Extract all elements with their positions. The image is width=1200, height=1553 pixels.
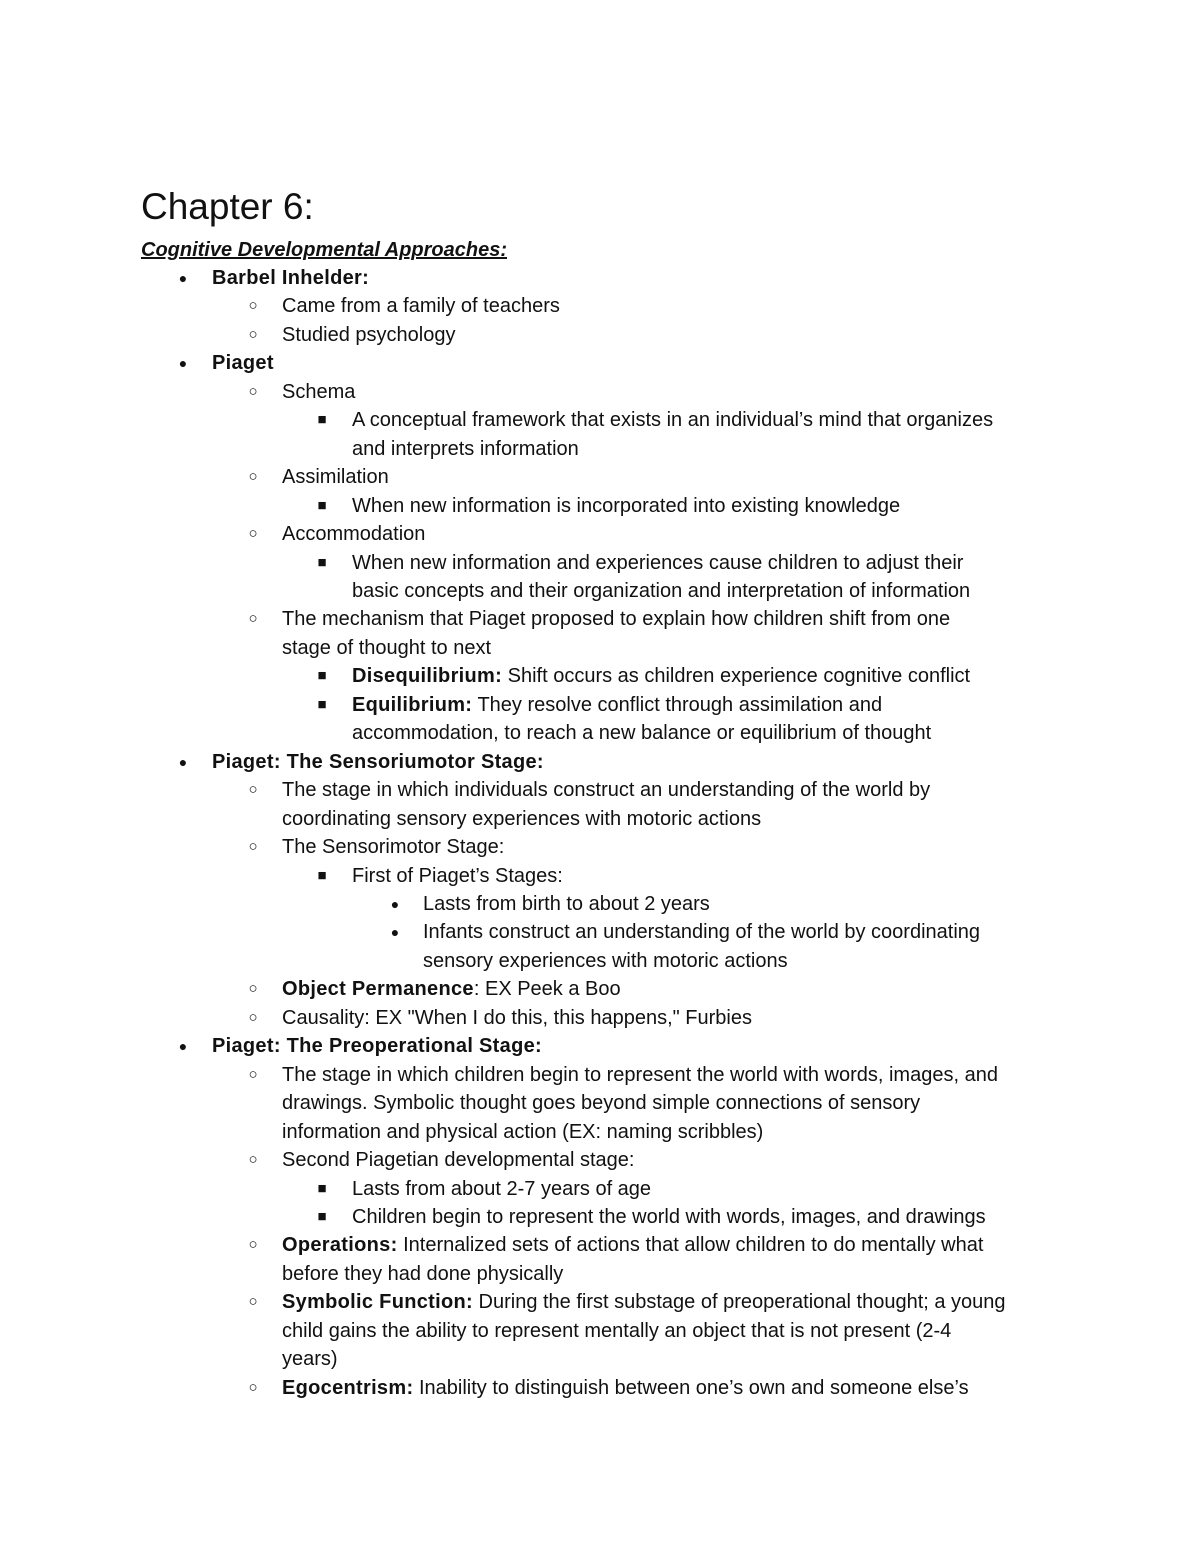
bullet-icon: ○	[248, 1065, 258, 1083]
list-item-continuation	[0, 805, 1200, 833]
bullet-icon: ●	[178, 355, 188, 372]
bullet-icon: ●	[178, 270, 188, 286]
list-item-text: Lasts from about 2-7 years of age	[352, 1177, 652, 1200]
list-item-text: basic concepts and their organization and interpretation of information	[352, 579, 971, 602]
list-item-text: Lasts from birth to about 2 years	[423, 892, 710, 915]
list-item	[0, 1061, 1200, 1089]
list-item-continuation	[0, 947, 1200, 975]
list-item-continuation	[0, 1118, 1200, 1146]
list-item-text: Accommodation	[282, 523, 426, 546]
bullet-icon: ○	[248, 1293, 258, 1311]
list-item	[0, 1288, 1200, 1316]
list-item-text: A conceptual framework that exists in an individual’s mind that organizes	[352, 409, 994, 432]
bullet-icon: ■	[317, 553, 327, 571]
bullet-icon: ■	[317, 695, 327, 713]
list-item-text: child gains the ability to represent mentally an object that is not present (2-4	[282, 1319, 952, 1342]
bullet-icon: ○	[248, 980, 258, 998]
list-item-term: Object Permanence	[282, 978, 474, 1001]
list-item-term: Operations:	[282, 1234, 398, 1257]
list-item	[0, 975, 1200, 1003]
list-item	[0, 1004, 1200, 1032]
list-item-text: Children begin to represent the world with words, images, and drawings	[352, 1205, 986, 1228]
list-item	[0, 1374, 1200, 1402]
bullet-icon: ●	[178, 753, 188, 770]
list-item-text: and interprets information	[352, 437, 579, 460]
bullet-icon: ■	[317, 1179, 327, 1197]
list-item-text: The Sensorimotor Stage:	[282, 836, 505, 859]
list-item-term: Piaget: The Preoperational Stage:	[212, 1035, 542, 1058]
list-item-text: During the first substage of preoperational thought; a young	[472, 1291, 1006, 1314]
list-item	[0, 748, 1200, 776]
list-item	[0, 1231, 1200, 1259]
bullet-icon: ○	[248, 781, 258, 799]
list-item	[0, 492, 1200, 520]
list-item	[0, 1203, 1200, 1231]
list-item-text: Came from a family of teachers	[282, 295, 560, 318]
section-heading: Cognitive Developmental Approaches:	[141, 239, 507, 261]
list-item-text: accommodation, to reach a new balance or equilibrium of thought	[352, 722, 932, 745]
list-item-text: coordinating sensory experiences with motoric actions	[282, 807, 762, 830]
list-item	[0, 264, 1200, 292]
list-item-term: Disequilibrium:	[352, 665, 503, 688]
bullet-icon: ○	[248, 838, 258, 856]
list-item-term: Piaget: The Sensoriumotor Stage:	[212, 750, 544, 773]
bullet-icon: ■	[317, 496, 327, 514]
bullet-icon: ○	[248, 325, 258, 343]
list-item-text: Studied psychology	[282, 323, 456, 346]
list-item-text: The stage in which children begin to represent the world with words, images, and	[282, 1063, 998, 1086]
list-item	[0, 605, 1200, 633]
bullet-icon: ■	[317, 866, 327, 884]
list-item-text: The mechanism that Piaget proposed to explain how children shift from one	[282, 608, 951, 631]
bullet-icon: ○	[248, 1008, 258, 1026]
list-item-term: Piaget	[212, 352, 274, 375]
list-item-continuation	[0, 1317, 1200, 1345]
list-item	[0, 1146, 1200, 1174]
bullet-icon: ■	[317, 411, 327, 429]
list-item-term: Equilibrium:	[352, 693, 473, 716]
list-item	[0, 321, 1200, 349]
list-item-continuation	[0, 435, 1200, 463]
list-item-text: stage of thought to next	[282, 636, 492, 659]
bullet-icon: ●	[178, 1038, 188, 1055]
bullet-icon: ○	[248, 610, 258, 628]
list-item-continuation	[0, 634, 1200, 662]
bullet-icon: ●	[390, 895, 400, 912]
list-item	[0, 292, 1200, 320]
list-item-text: : EX Peek a Boo	[473, 978, 621, 1001]
list-item-text: Internalized sets of actions that allow children to do mentally what	[397, 1234, 984, 1257]
list-item-text: Assimilation	[282, 466, 389, 489]
list-item	[0, 691, 1200, 719]
list-item-text: Inability to distinguish between one’s own and someone else’s	[413, 1376, 969, 1399]
list-item	[0, 862, 1200, 890]
list-item-text: Second Piagetian developmental stage:	[282, 1149, 635, 1172]
list-item	[0, 833, 1200, 861]
list-item-continuation	[0, 577, 1200, 605]
list-item-continuation	[0, 1260, 1200, 1288]
bullet-icon: ■	[317, 1207, 327, 1225]
list-item-text: years)	[282, 1348, 338, 1371]
list-item-text: information and physical action (EX: naming scribbles)	[282, 1120, 764, 1143]
list-item-text: sensory experiences with motoric actions	[423, 949, 788, 972]
list-item	[0, 406, 1200, 434]
list-item-continuation	[0, 719, 1200, 747]
list-item	[0, 378, 1200, 406]
bullet-icon: ●	[390, 924, 400, 941]
bullet-icon: ○	[248, 1378, 258, 1396]
list-item-text: When new information is incorporated into existing knowledge	[352, 494, 901, 517]
outline-list	[0, 264, 1200, 1402]
bullet-icon: ■	[317, 667, 327, 685]
list-item-text: Shift occurs as children experience cognitive conflict	[502, 665, 971, 688]
list-item-term: Symbolic Function:	[282, 1291, 473, 1314]
list-item	[0, 549, 1200, 577]
list-item	[0, 890, 1200, 918]
list-item-text: drawings. Symbolic thought goes beyond simple connections of sensory	[282, 1092, 921, 1115]
bullet-icon: ○	[248, 525, 258, 543]
page-title: Chapter 6:	[141, 186, 314, 227]
list-item-text: Infants construct an understanding of the world by coordinating	[423, 921, 981, 944]
list-item-term: Egocentrism:	[282, 1376, 414, 1399]
bullet-icon: ○	[248, 1151, 258, 1169]
list-item	[0, 520, 1200, 548]
bullet-icon: ○	[248, 1236, 258, 1254]
list-item-text: They resolve conflict through assimilation and	[472, 693, 883, 716]
list-item-continuation	[0, 1089, 1200, 1117]
list-item	[0, 463, 1200, 491]
list-item	[0, 776, 1200, 804]
list-item	[0, 1175, 1200, 1203]
bullet-icon: ○	[248, 382, 258, 400]
list-item-text: When new information and experiences cause children to adjust their	[352, 551, 964, 574]
list-item-text: Schema	[282, 380, 356, 403]
list-item	[0, 662, 1200, 690]
list-item-text: before they had done physically	[282, 1262, 564, 1285]
list-item	[0, 918, 1200, 946]
list-item-continuation	[0, 1345, 1200, 1373]
list-item	[0, 1032, 1200, 1060]
list-item	[0, 349, 1200, 377]
bullet-icon: ○	[248, 468, 258, 486]
bullet-icon: ○	[248, 297, 258, 315]
list-item-text: First of Piaget’s Stages:	[352, 864, 563, 887]
list-item-term: Barbel Inhelder:	[212, 267, 370, 289]
list-item-text: Causality: EX "When I do this, this happens," Furbies	[282, 1006, 752, 1029]
list-item-text: The stage in which individuals construct an understanding of the world by	[282, 779, 931, 802]
